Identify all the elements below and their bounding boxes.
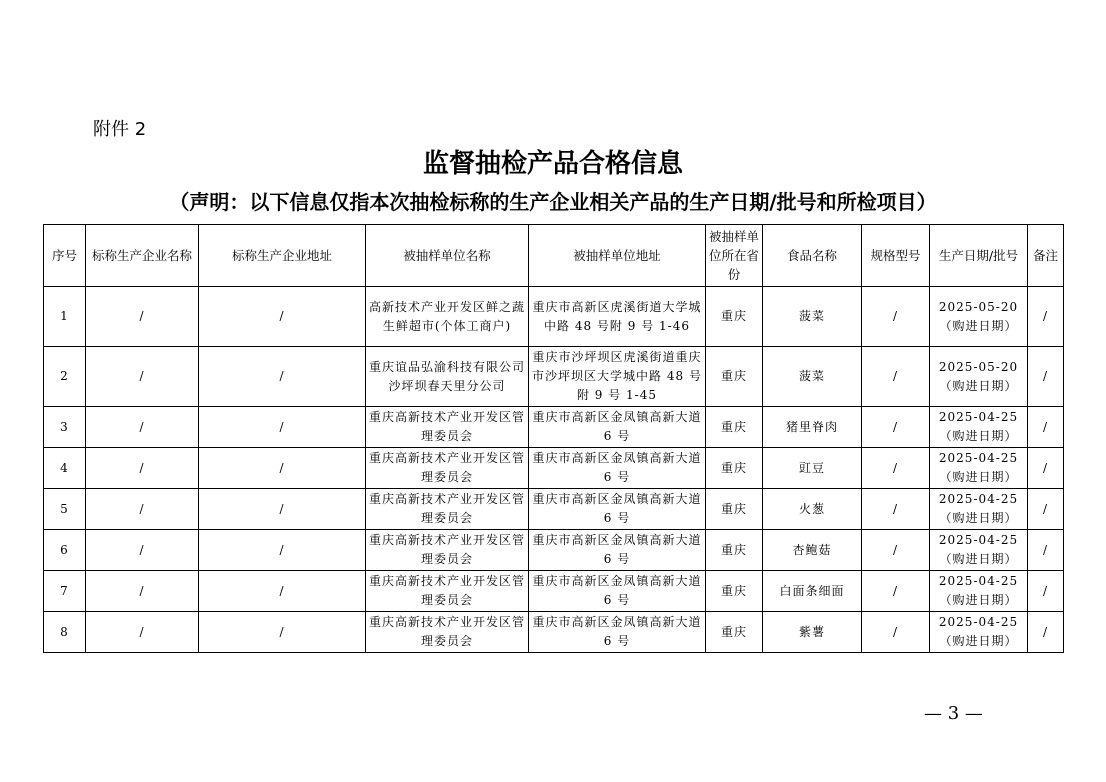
date-note: （购进日期） bbox=[939, 318, 1018, 333]
document-title: 监督抽检产品合格信息 bbox=[422, 149, 683, 179]
cell-date bbox=[930, 287, 1028, 347]
date-note: （购进日期） bbox=[939, 593, 1018, 607]
cell-mfr-addr: / bbox=[199, 287, 366, 347]
date-value: 2025-04-25 bbox=[938, 451, 1019, 465]
table-row bbox=[44, 407, 1064, 448]
date-value: 2025-05-20 bbox=[938, 299, 1019, 314]
page-number: — 3 — bbox=[924, 703, 983, 724]
table-row bbox=[44, 530, 1064, 571]
cell-unit-name: 重庆高新技术产业开发区管理委员会 bbox=[366, 489, 529, 530]
date-value: 2025-05-20 bbox=[938, 359, 1019, 374]
date-value: 2025-04-25 bbox=[938, 492, 1019, 506]
cell-province: 重庆 bbox=[706, 612, 763, 653]
cell-remark: / bbox=[1028, 612, 1064, 653]
cell-remark: / bbox=[1028, 489, 1064, 530]
cell-unit-addr: 重庆市沙坪坝区虎溪街道重庆市沙坪坝区大学城中路 48 号附 9 号 1-45 bbox=[529, 347, 706, 407]
cell-unit-addr: 重庆市高新区虎溪街道大学城中路 48 号附 9 号 1-46 bbox=[529, 287, 706, 347]
date-value: 2025-04-25 bbox=[938, 410, 1019, 424]
cell-unit-addr: 重庆市高新区金凤镇高新大道 6 号 bbox=[529, 489, 706, 530]
cell-spec: / bbox=[862, 530, 930, 571]
date-note: （购进日期） bbox=[939, 429, 1018, 443]
cell-province: 重庆 bbox=[706, 448, 763, 489]
cell-spec: / bbox=[862, 448, 930, 489]
cell-unit-name: 重庆谊品弘渝科技有限公司沙坪坝春天里分公司 bbox=[366, 347, 529, 407]
cell-date bbox=[930, 612, 1028, 653]
table-row bbox=[44, 612, 1064, 653]
cell-no: 3 bbox=[44, 407, 86, 448]
date-note: （购进日期） bbox=[939, 378, 1018, 393]
cell-remark: / bbox=[1028, 407, 1064, 448]
cell-province: 重庆 bbox=[706, 489, 763, 530]
cell-remark: / bbox=[1028, 347, 1064, 407]
date-note: （购进日期） bbox=[939, 634, 1018, 648]
cell-food: 菠菜 bbox=[763, 287, 862, 347]
cell-spec: / bbox=[862, 489, 930, 530]
cell-food: 豇豆 bbox=[763, 448, 862, 489]
cell-date bbox=[930, 489, 1028, 530]
cell-spec: / bbox=[862, 347, 930, 407]
header-cell: 生产日期/批号 bbox=[930, 225, 1028, 287]
cell-mfr-addr: / bbox=[199, 530, 366, 571]
cell-food: 杏鲍菇 bbox=[763, 530, 862, 571]
cell-food: 猪里脊肉 bbox=[763, 407, 862, 448]
table-row bbox=[44, 489, 1064, 530]
cell-mfr-name: / bbox=[86, 287, 199, 347]
cell-spec: / bbox=[862, 612, 930, 653]
header-cell: 被抽样单位所在省份 bbox=[706, 225, 763, 287]
cell-unit-name: 重庆高新技术产业开发区管理委员会 bbox=[366, 407, 529, 448]
header-cell: 备注 bbox=[1028, 225, 1064, 287]
cell-unit-addr: 重庆市高新区金凤镇高新大道 6 号 bbox=[529, 407, 706, 448]
cell-date bbox=[930, 571, 1028, 612]
table-row bbox=[44, 347, 1064, 407]
date-value: 2025-04-25 bbox=[938, 533, 1019, 547]
cell-no: 2 bbox=[44, 347, 86, 407]
cell-province: 重庆 bbox=[706, 347, 763, 407]
cell-remark: / bbox=[1028, 571, 1064, 612]
cell-unit-name: 重庆高新技术产业开发区管理委员会 bbox=[366, 612, 529, 653]
cell-mfr-addr: / bbox=[199, 347, 366, 407]
cell-mfr-name: / bbox=[86, 612, 199, 653]
header-cell: 序号 bbox=[44, 225, 86, 287]
cell-remark: / bbox=[1028, 287, 1064, 347]
cell-date bbox=[930, 347, 1028, 407]
cell-mfr-name: / bbox=[86, 407, 199, 448]
date-note: （购进日期） bbox=[939, 552, 1018, 566]
cell-mfr-addr: / bbox=[199, 489, 366, 530]
header-cell: 标称生产企业名称 bbox=[86, 225, 199, 287]
cell-spec: / bbox=[862, 571, 930, 612]
cell-mfr-addr: / bbox=[199, 407, 366, 448]
cell-unit-name: 重庆高新技术产业开发区管理委员会 bbox=[366, 448, 529, 489]
cell-unit-name: 重庆高新技术产业开发区管理委员会 bbox=[366, 530, 529, 571]
cell-unit-addr: 重庆市高新区金凤镇高新大道 6 号 bbox=[529, 612, 706, 653]
date-note: （购进日期） bbox=[939, 511, 1018, 525]
cell-spec: / bbox=[862, 287, 930, 347]
cell-province: 重庆 bbox=[706, 571, 763, 612]
header-cell: 被抽样单位名称 bbox=[366, 225, 529, 287]
header-cell: 规格型号 bbox=[862, 225, 930, 287]
cell-province: 重庆 bbox=[706, 287, 763, 347]
cell-no: 5 bbox=[44, 489, 86, 530]
table-row bbox=[44, 448, 1064, 489]
cell-unit-addr: 重庆市高新区金凤镇高新大道 6 号 bbox=[529, 530, 706, 571]
table-row bbox=[44, 287, 1064, 347]
cell-mfr-addr: / bbox=[199, 448, 366, 489]
cell-food: 菠菜 bbox=[763, 347, 862, 407]
cell-mfr-addr: / bbox=[199, 571, 366, 612]
cell-mfr-name: / bbox=[86, 448, 199, 489]
table-row bbox=[44, 571, 1064, 612]
date-value: 2025-04-25 bbox=[938, 615, 1019, 629]
table-header-row bbox=[44, 225, 1064, 287]
cell-mfr-name: / bbox=[86, 489, 199, 530]
cell-remark: / bbox=[1028, 530, 1064, 571]
cell-no: 1 bbox=[44, 287, 86, 347]
header-cell: 被抽样单位地址 bbox=[529, 225, 706, 287]
cell-unit-addr: 重庆市高新区金凤镇高新大道 6 号 bbox=[529, 571, 706, 612]
cell-remark: / bbox=[1028, 448, 1064, 489]
cell-unit-name: 高新技术产业开发区鲜之蔬生鲜超市(个体工商户) bbox=[366, 287, 529, 347]
cell-mfr-addr: / bbox=[199, 612, 366, 653]
document-subtitle: （声明：以下信息仅指本次抽检标称的生产企业相关产品的生产日期/批号和所检项目） bbox=[169, 190, 937, 214]
inspection-results-table bbox=[43, 224, 1064, 653]
cell-date bbox=[930, 530, 1028, 571]
cell-mfr-name: / bbox=[86, 571, 199, 612]
cell-no: 7 bbox=[44, 571, 86, 612]
attachment-label: 附件 2 bbox=[93, 119, 147, 140]
header-cell: 食品名称 bbox=[763, 225, 862, 287]
cell-food: 紫薯 bbox=[763, 612, 862, 653]
cell-no: 8 bbox=[44, 612, 86, 653]
cell-spec: / bbox=[862, 407, 930, 448]
cell-date bbox=[930, 448, 1028, 489]
cell-mfr-name: / bbox=[86, 347, 199, 407]
cell-mfr-name: / bbox=[86, 530, 199, 571]
cell-unit-addr: 重庆市高新区金凤镇高新大道 6 号 bbox=[529, 448, 706, 489]
cell-food: 火葱 bbox=[763, 489, 862, 530]
cell-province: 重庆 bbox=[706, 407, 763, 448]
cell-no: 6 bbox=[44, 530, 86, 571]
header-cell: 标称生产企业地址 bbox=[199, 225, 366, 287]
cell-province: 重庆 bbox=[706, 530, 763, 571]
cell-date bbox=[930, 407, 1028, 448]
date-note: （购进日期） bbox=[939, 470, 1018, 484]
cell-food: 白面条细面 bbox=[763, 571, 862, 612]
cell-no: 4 bbox=[44, 448, 86, 489]
cell-unit-name: 重庆高新技术产业开发区管理委员会 bbox=[366, 571, 529, 612]
date-value: 2025-04-25 bbox=[938, 574, 1019, 588]
